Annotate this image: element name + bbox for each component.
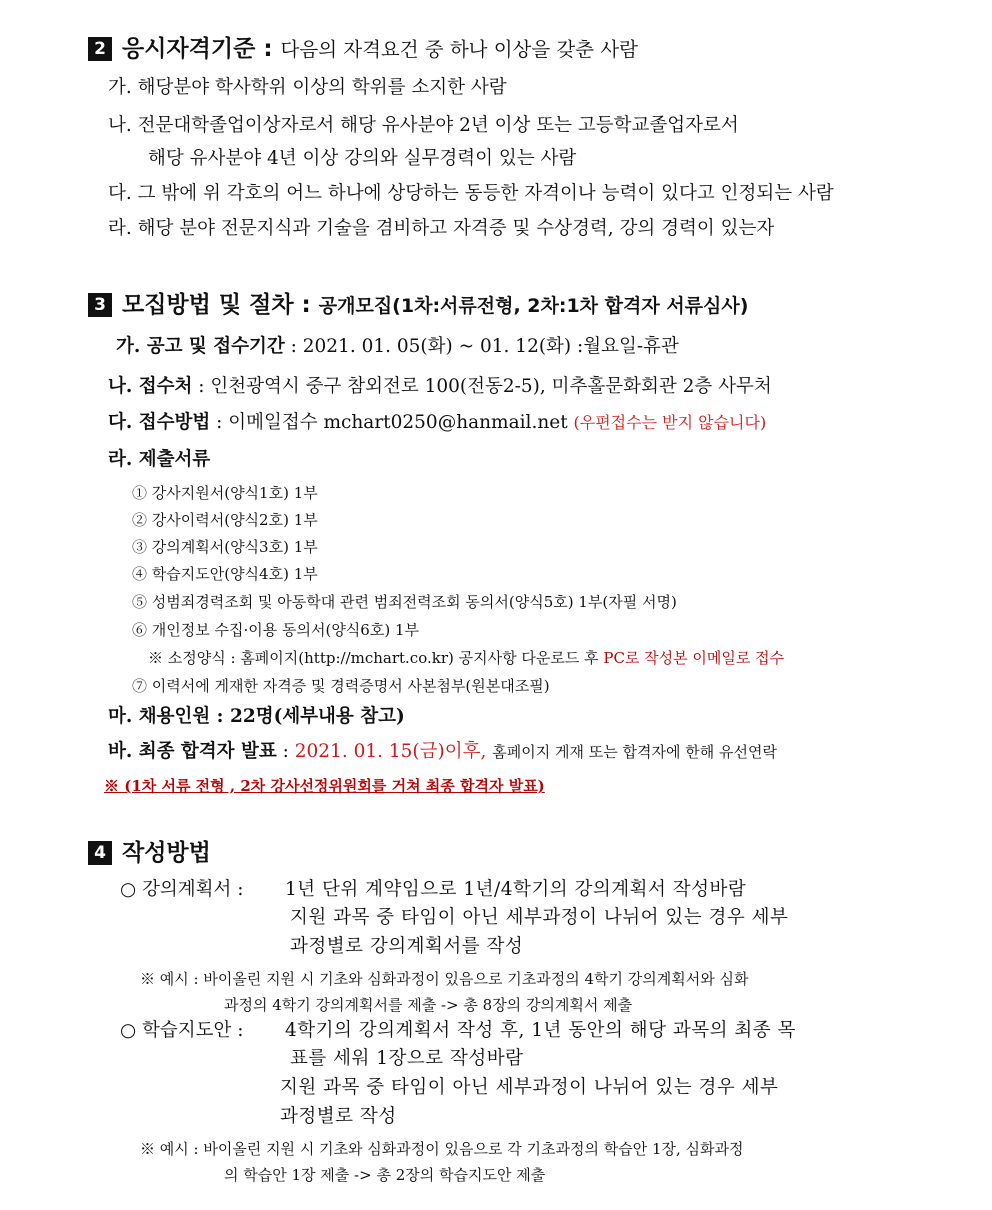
lesson-plan-label: ○ 강의계획서 : [120,879,244,900]
document-item: ⑥ 개인정보 수집·이용 동의서(양식6호) 1부 [132,621,419,639]
section4-heading [88,840,211,868]
section3-desc: 공개모집(1차:서류전형, 2차:1차 합격자 서류심사) [318,295,749,317]
document-item: ④ 학습지도안(양식4호) 1부 [132,565,318,583]
lesson-plan-line: 1년 단위 계약임으로 1년/4학기의 강의계획서 작성바람 [285,879,747,900]
study-guide-line: 지원 과목 중 타임이 아닌 세부과정이 나뉘어 있는 경우 세부 [280,1077,779,1098]
form-download-note-red: PC로 작성본 이메일로 접수 [603,649,785,667]
document-item: ③ 강의계획서(양식3호) 1부 [132,538,318,556]
study-guide-line: 과정별로 작성 [280,1106,397,1127]
qualification-item-cont: 해당 유사분야 4년 이상 강의와 실무경력이 있는 사람 [148,148,577,169]
qualification-item: 나. 전문대학졸업이상자로서 해당 유사분야 2년 이상 또는 고등학교졸업자로서 [108,115,739,136]
lesson-plan-line: 지원 과목 중 타임이 아닌 세부과정이 나뉘어 있는 경우 세부 [290,907,789,928]
section4-title: 작성방법 [122,840,211,866]
recruit-period-label: 가. 공고 및 접수기간 [116,336,285,357]
qualification-item: 다. 그 밖에 위 각호의 어느 하나에 상당하는 동등한 자격이나 능력이 있다고 인정되는 사람 [108,183,834,204]
final-announcement-date: 2021. 01. 15(금)이후, [294,741,487,762]
application-method-value: : 이메일접수 mchart0250@hanmail.net [216,412,568,433]
application-place-value: : 인천광역시 중구 참외전로 100(전동2-5), 미추홀문화회관 2층 사무처 [198,376,772,397]
study-guide-example-cont: 의 학습안 1장 제출 -> 총 2장의 학습지도안 제출 [224,1166,546,1184]
hiring-count: 마. 채용인원 : 22명(세부내용 참고) [108,706,405,727]
lesson-plan-example: ※ 예시 : 바이올린 지원 시 기초와 심화과정이 있음으로 기초과정의 4학기 강의계획서와 심화 [140,970,749,988]
application-method [108,412,766,434]
study-guide-line: 4학기의 강의계획서 작성 후, 1년 동안의 해당 과목의 최종 목 [285,1020,796,1041]
recruit-period [116,336,679,358]
application-method-label: 다. 접수방법 [108,412,211,433]
documents-label: 라. 제출서류 [108,449,211,470]
final-announcement [108,741,777,763]
document-item: ① 강사지원서(양식1호) 1부 [132,484,318,502]
study-guide-example: ※ 예시 : 바이올린 지원 시 기초와 심화과정이 있음으로 각 기초과정의 학습안 1장, 심화과정 [140,1140,744,1158]
section-number-badge: 2 [88,37,112,61]
study-guide-line: 표를 세워 1장으로 작성바람 [290,1048,524,1069]
application-place-label: 나. 접수처 [108,376,193,397]
section-number-badge: 3 [88,293,112,317]
section2-title: 응시자격기준 : [122,36,273,62]
lesson-plan-line: 과정별로 강의계획서를 작성 [290,936,524,957]
form-download-note [148,649,784,667]
recruit-period-value: : 2021. 01. 05(화) ~ 01. 12(화) :월요일-휴관 [290,336,679,357]
section2-heading [88,36,638,64]
selection-process-note: ※ (1차 서류 전형 , 2차 강사선정위원회를 거쳐 최종 합격자 발표) [104,777,545,795]
qualification-item: 가. 해당분야 학사학위 이상의 학위를 소지한 사람 [108,77,507,98]
final-announcement-colon: : [282,741,289,762]
section3-heading [88,292,748,320]
study-guide-label: ○ 학습지도안 : [120,1020,244,1041]
document-item: ⑤ 성범죄경력조회 및 아동학대 관련 범죄전력조회 동의서(양식5호) 1부(자필 서명) [132,593,677,611]
document-item: ② 강사이력서(양식2호) 1부 [132,511,318,529]
final-announcement-rest: 홈페이지 게재 또는 합격자에 한해 유선연락 [492,743,777,761]
application-place [108,376,772,398]
application-method-note: (우편접수는 받지 않습니다) [573,413,767,432]
form-download-note-text: ※ 소정양식 : 홈페이지(http://mchart.co.kr) 공지사항 다운로드 후 [148,649,599,667]
section3-title: 모집방법 및 절차 : [122,292,311,318]
section-number-badge: 4 [88,841,112,865]
document-item: ⑦ 이력서에 게재한 자격증 및 경력증명서 사본첨부(원본대조필) [132,677,550,695]
lesson-plan-example-cont: 과정의 4학기 강의계획서를 제출 -> 총 8장의 강의계획서 제출 [224,996,633,1014]
section2-desc: 다음의 자격요건 중 하나 이상을 갖춘 사람 [280,38,638,61]
qualification-item: 라. 해당 분야 전문지식과 기술을 겸비하고 자격증 및 수상경력, 강의 경력이 있는자 [108,218,775,239]
final-announcement-label: 바. 최종 합격자 발표 [108,741,277,762]
